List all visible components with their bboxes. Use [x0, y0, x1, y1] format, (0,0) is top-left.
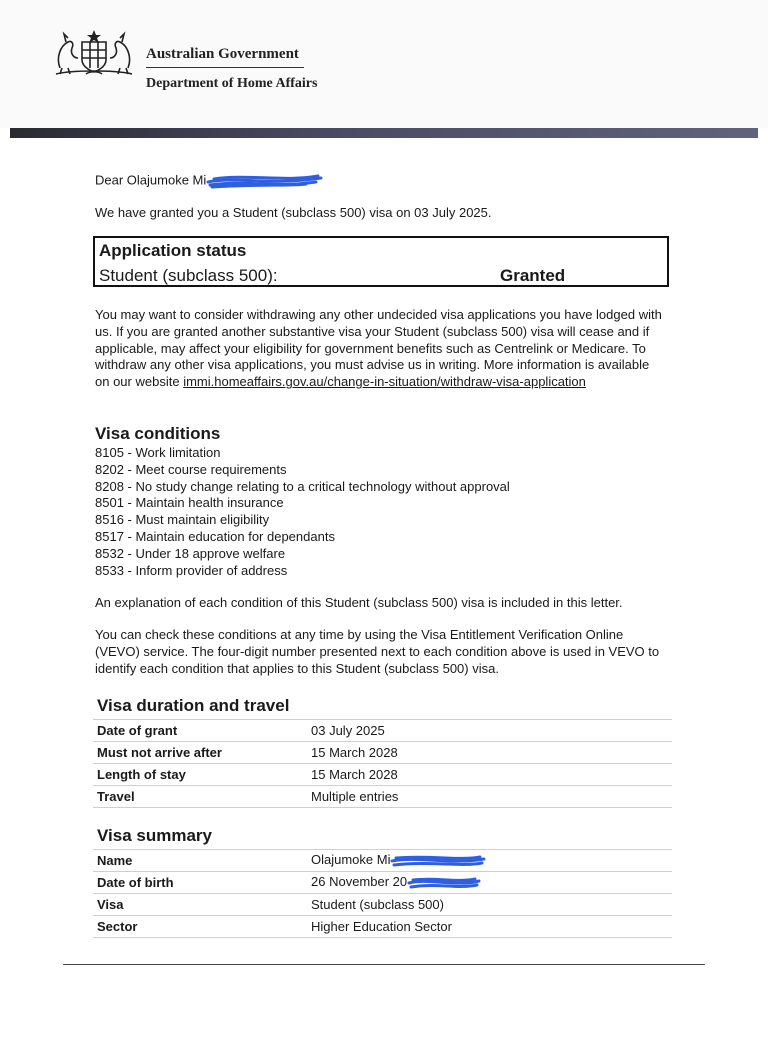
redaction-scribble [407, 875, 481, 891]
table-row [93, 786, 672, 808]
redaction-scribble [206, 172, 324, 190]
visa-duration-heading: Visa duration and travel [97, 696, 290, 715]
vevo-paragraph: You can check these conditions at any time by using the Visa Entitlement Verification Online (VEVO) service. The four-digit number presented next to each condition above is used in VEVO to identify each condition that applies to this Student (subclass 500) visa. [95, 627, 660, 676]
table-row [93, 872, 672, 894]
department-name: Department of Home Affairs [146, 76, 318, 91]
withdraw-text: You may want to consider withdrawing any other undecided visa applications you have lodged with us. If you are granted another substantive visa your Student (subclass 500) visa will cease and if applicable, may affect your eligibility for government benefits such as Centrelink or Medicare. To withdraw any other visa applications, you must advise us in writing. More information is available on our website [95, 307, 662, 390]
row-value: 03 July 2025 [307, 720, 672, 742]
condition-item: 8532 - Under 18 approve welfare [95, 545, 286, 561]
visa-conditions-heading: Visa conditions [95, 424, 221, 443]
dob-value: 26 November 20 [311, 874, 408, 890]
header-bar [10, 128, 758, 138]
row-label: Visa [93, 894, 307, 916]
table-row [93, 894, 672, 916]
row-label: Travel [93, 786, 307, 808]
table-row [93, 742, 672, 764]
visa-summary-table [93, 849, 672, 938]
table-row [93, 764, 672, 786]
condition-item: 8208 - No study change relating to a critical technology without approval [95, 478, 510, 494]
row-label: Date of birth [93, 872, 307, 894]
condition-item: 8533 - Inform provider of address [95, 562, 288, 578]
row-value: Higher Education Sector [307, 916, 672, 938]
application-status-title: Application status [99, 241, 247, 260]
grant-sentence: We have granted you a Student (subclass 500) visa on 03 July 2025. [95, 205, 492, 220]
government-name: Australian Government [146, 46, 299, 62]
conditions-explanation: An explanation of each condition of this Student (subclass 500) visa is included in this letter. [95, 595, 623, 610]
row-label: Length of stay [93, 764, 307, 786]
footer-divider [63, 964, 705, 965]
condition-item: 8202 - Meet course requirements [95, 461, 287, 477]
salutation [95, 172, 324, 190]
row-value [307, 850, 672, 872]
row-label: Name [93, 850, 307, 872]
letterhead-divider [146, 67, 304, 68]
row-value: Student (subclass 500) [307, 894, 672, 916]
row-value [307, 872, 672, 894]
visa-duration-table [93, 719, 672, 808]
withdraw-paragraph [95, 307, 665, 391]
row-value: Multiple entries [307, 786, 672, 808]
visa-conditions-list [95, 445, 510, 579]
application-status-value: Granted [500, 266, 566, 285]
visa-summary-heading: Visa summary [97, 826, 212, 845]
redaction-scribble [390, 853, 486, 869]
withdraw-visa-link[interactable]: immi.homeaffairs.gov.au/change-in-situation/withdraw-visa-application [183, 374, 586, 390]
table-row [93, 720, 672, 742]
row-label: Date of grant [93, 720, 307, 742]
row-label: Must not arrive after [93, 742, 307, 764]
coat-of-arms-icon [52, 28, 136, 76]
condition-item: 8105 - Work limitation [95, 445, 221, 460]
salutation-text: Dear Olajumoke Mi [95, 172, 207, 188]
table-row [93, 850, 672, 872]
name-value: Olajumoke Mi [311, 852, 391, 868]
row-value: 15 March 2028 [307, 742, 672, 764]
application-status-label: Student (subclass 500): [99, 266, 278, 285]
row-value: 15 March 2028 [307, 764, 672, 786]
condition-item: 8517 - Maintain education for dependants [95, 528, 335, 544]
row-label: Sector [93, 916, 307, 938]
condition-item: 8516 - Must maintain eligibility [95, 512, 270, 528]
application-status-box [93, 236, 669, 287]
condition-item: 8501 - Maintain health insurance [95, 495, 284, 511]
table-row [93, 916, 672, 938]
